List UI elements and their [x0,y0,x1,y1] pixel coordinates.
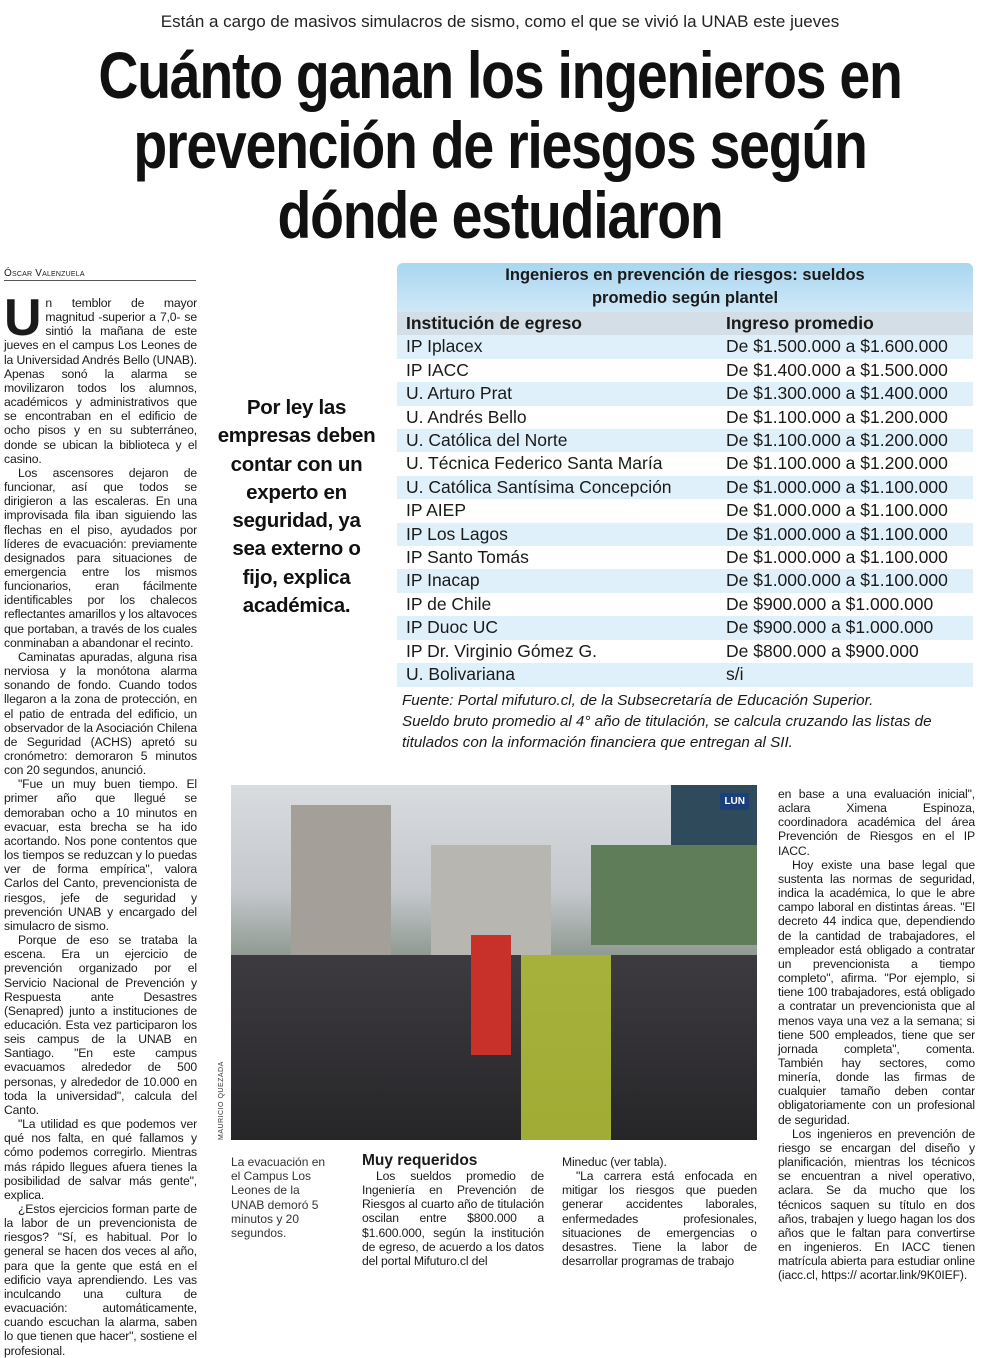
institution-cell: IP Iplacex [406,336,483,357]
paragraph: Los ingenieros en prevención de riesgo se encargan del diseño y planificación, mientras los técnicos se encuentran a nivel operativo, aclara. Se da mucho que los técnicos saquen su título en dos años, trabajen y luego hagan los dos años que le faltan para convertirse en ingenieros. En IACC tienen matrícula abierta para estudiar online (iacc.cl, https:// acortar.link/9K0IEF). [778,1126,975,1283]
table-row [397,476,973,499]
table-row [397,663,973,686]
table-title-line: promedio según plantel [591,289,779,307]
table-row [397,382,973,405]
paragraph: "La carrera está enfocada en mitigar los riesgos que pueden generar accidentes laborales, enfermedades profesionales, situaciones de emergencias o desastres. Tiene la labor de desarrollar programas de trabajo [562,1169,757,1269]
income-cell: s/i [726,664,744,685]
table-row [397,546,973,569]
institution-cell: U. Católica Santísima Concepción [406,476,672,497]
article-column-3 [562,1155,757,1268]
table-body [397,335,973,686]
institution-cell: U. Bolivariana [406,664,515,685]
institution-cell: IP IACC [406,359,469,380]
table-source [402,690,972,753]
table-row [397,640,973,663]
income-cell: De $900.000 a $1.000.000 [726,617,934,638]
table-row [397,429,973,452]
table-row [397,335,973,358]
drop-cap: U [4,289,42,347]
institution-cell: U. Católica del Norte [406,430,568,451]
institution-cell: IP Duoc UC [406,617,499,638]
paragraph: "Fue un muy buen tiempo. El primer año que llegué se demoraban ocho a 10 minutos en evacuar, esta brecha se ha ido acortando. Nos pone contentos que los tiempos se reduzcan y lo puedas ver de forma empírica", valora Carlos del Canto, prevencionista de riesgos, jefe de seguridad y prevención UNAB y encargado del simulacro de sismo. [4,777,197,933]
income-cell: De $1.000.000 a $1.100.000 [726,523,948,544]
article-right-column [778,787,975,1282]
table-row [397,359,973,382]
income-cell: De $1.100.000 a $1.200.000 [726,453,948,474]
paragraph [4,289,197,466]
institution-cell: IP AIEP [406,500,466,521]
table-row [397,523,973,546]
photo-credit: MAURICIO QUEZADA [218,1061,225,1140]
institution-cell: IP Inacap [406,570,480,591]
headline-line-3: dónde estudiaron [277,178,723,252]
table-title [397,263,973,312]
source-note: Sueldo bruto promedio al 4° año de titulación, se calcula cruzando las listas de titulados con la información financiera que entregan al SII. [402,713,932,751]
headline-line-2: prevención de riesgos según [133,108,867,182]
institution-cell: IP Santo Tomás [406,547,529,568]
income-cell: De $900.000 a $1.000.000 [726,593,934,614]
salary-table [397,263,973,687]
paragraph: Hoy existe una base legal que sustenta las normas de seguridad, indica la académica, lo que le abre campo laboral en distintas áreas. "El decreto 44 indica que, dependiendo de la cantidad de trabajadores, el empleador está obligado a contratar un prevencionista a tiempo completo", afirma. "Por ejemplo, si tiene 100 trabajadores, está obligado a contratar un prevencionista que al menos vaya una vez a la semana; si tiene 500 empleados, tiene que ser jornada completa", comenta. También hay sectores, como minería, donde las firmas de cualquier tamaño deben contar obligatoriamente con un profesional de seguridad. [778,857,975,1127]
photo-caption: La evacuación en el Campus Los Leones de la UNAB demoró 5 minutos y 20 segundos. [231,1155,326,1241]
income-cell: De $1.100.000 a $1.200.000 [726,406,948,427]
table-row [397,593,973,616]
institution-cell: U. Arturo Prat [406,383,513,404]
paragraph: ¿Estos ejercicios forman parte de la labor de un prevencionista de riesgos? "Sí, es habitual. Por lo general se hacen dos veces al año, para que la gente que está en el edificio vaya aprendiendo. Les vas inculcando una cultura de evacuación: automáticamente, cuando escuchan la alarma, saben lo que tienen que hacer", sostiene el profesional. [4,1202,197,1358]
paragraph: Mineduc (ver tabla). [562,1155,667,1169]
income-cell: De $1.000.000 a $1.100.000 [726,547,948,568]
subheading: Muy requeridos [362,1152,478,1169]
income-cell: De $1.000.000 a $1.100.000 [726,570,948,591]
table-title-line: Ingenieros en prevención de riesgos: sueldos [505,266,865,284]
income-cell: De $1.500.000 a $1.600.000 [726,336,948,357]
headline-line-1: Cuánto ganan los ingenieros en [98,38,902,112]
paragraph: Porque de eso se trataba la escena. Era un ejercicio de prevención organizado por el Servicio Nacional de Prevención y Respuesta ante Desastres (Senapred) junto a instituciones de educación. Esta vez participaron los seis campus de la UNAB en Santiago. "En este campus evacuamos alrededor de 500 personas, y alrededor de 10.000 en toda la universidad", calcula del Canto. [4,933,197,1117]
institution-cell: U. Andrés Bello [406,406,527,427]
pull-quote: Por ley las empresas deben contar con un experto en seguridad, ya sea externo o fijo, explica académica. [217,396,376,618]
source-line: Fuente: Portal mifuturo.cl, de la Subsecretaría de Educación Superior. [402,692,874,709]
byline: Óscar Valenzuela [4,268,196,281]
institution-cell: IP de Chile [406,593,492,614]
income-cell: De $1.000.000 a $1.100.000 [726,476,948,497]
table-header-row [397,312,973,335]
table-row [397,569,973,592]
income-cell: De $800.000 a $900.000 [726,640,919,661]
paragraph: en base a una evaluación inicial", aclara Ximena Espinoza, coordinadora académica del área Prevención de Riesgos en el IP IACC. [778,787,975,858]
paragraph: Caminatas apuradas, alguna risa nerviosa y la monótona alarma sonando de fondo. Cuando todos llegaron a la zona de protección, en el patio de entrada del edificio, un observador de la Asociación Chilena de Seguridad (ACHS) apretó su cronómetro: demoraron 5 minutos con 20 segundos, anunció. [4,649,197,778]
column-header-institution: Institución de egreso [406,313,582,333]
evacuation-photo [231,785,757,1140]
income-cell: De $1.300.000 a $1.400.000 [726,383,948,404]
income-cell: De $1.000.000 a $1.100.000 [726,500,948,521]
table-row [397,452,973,475]
paragraph: "La utilidad es que podemos ver qué nos falta, en qué fallamos y cómo podemos corregirlo. Mientras más rápido llegues afuera tienes la posibilidad de salvar más gente", explica. [4,1117,197,1202]
income-cell: De $1.100.000 a $1.200.000 [726,430,948,451]
column-header-income: Ingreso promedio [726,313,874,333]
kicker: Están a cargo de masivos simulacros de sismo, como el que se vivió la UNAB este jueves [160,12,840,31]
paragraph: Los sueldos promedio de Ingeniería en Prevención de Riesgos al cuarto año de titulación oscilan entre $800.000 a $1.600.000, según la institución de egreso, de acuerdo a los datos del portal Mifuturo.cl del [362,1169,544,1268]
paragraph: Los ascensores dejaron de funcionar, así que todos se dirigieron a las escaleras. En una improvisada fila iban siguiendo las flechas en el piso, ayudados por líderes de evacuación: previamente designados para situaciones de emergencia entre los mismos funcionarios, eran fácilmente identificables por los chalecos reflectantes amarillos y los altavoces que portaban, a través de los cuales conminaban a abandonar el recinto. [4,465,197,650]
income-cell: De $1.400.000 a $1.500.000 [726,359,948,380]
lun-logo: LUN [720,793,749,810]
article-column-2 [362,1169,544,1268]
institution-cell: IP Dr. Virginio Gómez G. [406,640,597,661]
paragraph-text: n temblor de mayor magnitud -superior a 7,0- se sintió la mañana de este jueves en el campus Los Leones de la Universidad Andrés Bello (UNAB). Apenas sonó la alarma se movilizaron todos los alumnos, académicos y administrativos que se encontraban en el edificio de ocho pisos y en su subterráneo, donde se ubican la biblioteca y el casino. [4,296,197,466]
table-row [397,499,973,522]
article-left-column [4,289,197,1358]
institution-cell: U. Técnica Federico Santa María [406,453,663,474]
table-row [397,406,973,429]
institution-cell: IP Los Lagos [406,523,508,544]
table-row [397,616,973,639]
